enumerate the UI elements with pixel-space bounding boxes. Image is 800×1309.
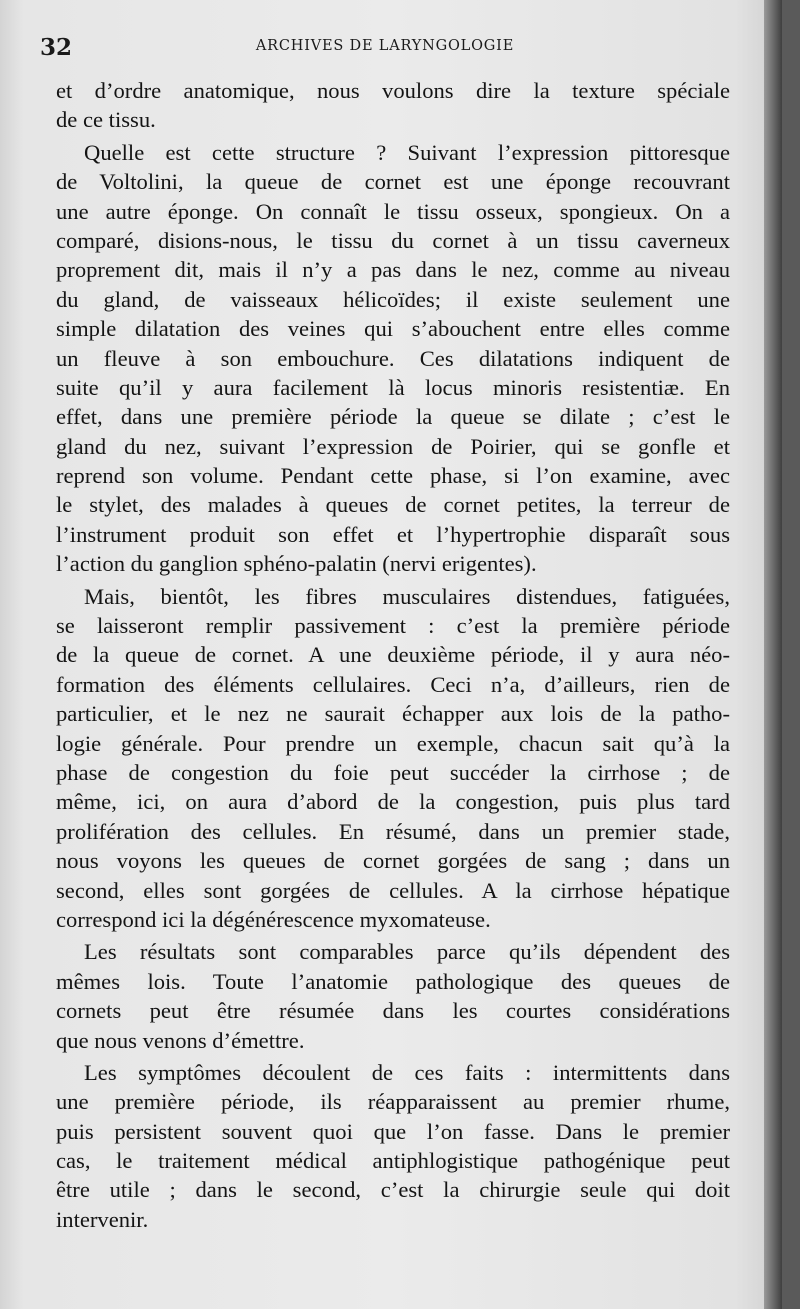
body-text — [56, 76, 730, 1234]
running-title: ARCHIVES DE LARYNGOLOGIE — [255, 38, 515, 54]
text-line: cornets peut être résumée dans les courtes considérations — [56, 998, 730, 1024]
text-line: se laisseront remplir passivement : c’est la première période — [56, 613, 730, 639]
paragraph — [56, 1058, 730, 1234]
text-line: correspond ici la dégénérescence myxomateuse. — [56, 906, 491, 932]
page-edge-shadow — [764, 0, 782, 1309]
text-line: comparé, disions-nous, le tissu du cornet à un tissu caverneux — [56, 227, 730, 253]
text-line: proprement dit, mais il n’y a pas dans le nez, comme au niveau — [56, 257, 730, 283]
text-line: formation des éléments cellulaires. Ceci n’a, d’ailleurs, rien de — [56, 671, 730, 697]
text-line: particulier, et le nez ne saurait échapper aux lois de la patho- — [56, 701, 730, 727]
text-line: l’action du ganglion sphéno-palatin (nervi erigentes). — [56, 551, 537, 577]
text-line: que nous venons d’émettre. — [56, 1027, 305, 1053]
text-line: cas, le traitement médical antiphlogistique pathogénique peut — [56, 1148, 730, 1174]
text-line: une première période, ils réapparaissent au premier rhume, — [56, 1089, 730, 1115]
page-header — [40, 30, 730, 60]
text-line: et d’ordre anatomique, nous voulons dire la texture spéciale — [56, 78, 730, 103]
text-line: le stylet, des malades à queues de cornet petites, la terreur de — [56, 492, 730, 518]
paragraph — [56, 937, 730, 1055]
text-line: de ce tissu. — [56, 107, 156, 133]
text-line: Quelle est cette structure ? Suivant l’expression pittoresque — [84, 139, 730, 165]
page-number: 32 — [40, 34, 73, 61]
text-line: l’instrument produit son effet et l’hypertrophie disparaît sous — [56, 521, 730, 547]
text-line: Les résultats sont comparables parce qu’ils dépendent des — [84, 939, 730, 965]
text-line: de Voltolini, la queue de cornet est une éponge recouvrant — [56, 169, 730, 195]
text-line: une autre éponge. On connaît le tissu osseux, spongieux. On a — [56, 198, 730, 224]
text-line: second, elles sont gorgées de cellules. A la cirrhose hépatique — [56, 877, 730, 903]
text-line: phase de congestion du foie peut succéder la cirrhose ; de — [56, 759, 730, 785]
paragraph — [56, 582, 730, 935]
text-line: logie générale. Pour prendre un exemple, chacun sait qu’à la — [56, 730, 730, 756]
text-line: un fleuve à son embouchure. Ces dilatations indiquent de — [56, 345, 730, 371]
text-line: du gland, de vaisseaux hélicoïdes; il existe seulement une — [56, 286, 730, 312]
text-line: reprend son volume. Pendant cette phase, si l’on examine, avec — [56, 463, 730, 489]
text-line: mêmes lois. Toute l’anatomie pathologique des queues de — [56, 968, 730, 994]
text-line: gland du nez, suivant l’expression de Poirier, qui se gonfle et — [56, 433, 730, 459]
text-line: prolifération des cellules. En résumé, dans un premier stade, — [56, 818, 730, 844]
text-line: suite qu’il y aura facilement là locus minoris resistentiæ. En — [56, 374, 730, 400]
text-line: être utile ; dans le second, c’est la chirurgie seule qui doit — [56, 1177, 730, 1203]
paragraph — [56, 138, 730, 579]
text-line: nous voyons les queues de cornet gorgées de sang ; dans un — [56, 848, 730, 874]
text-line: Les symptômes découlent de ces faits : intermittents dans — [84, 1059, 730, 1085]
text-line: simple dilatation des veines qui s’abouchent entre elles comme — [56, 316, 730, 342]
text-line: même, ici, on aura d’abord de la congestion, puis plus tard — [56, 789, 730, 815]
text-line: puis persistent souvent quoi que l’on fasse. Dans le premier — [56, 1118, 730, 1144]
text-line: de la queue de cornet. A une deuxième période, il y aura néo- — [56, 642, 730, 668]
text-line: Mais, bientôt, les fibres musculaires distendues, fatiguées, — [84, 583, 730, 609]
paragraph — [56, 76, 730, 135]
text-line: intervenir. — [56, 1206, 149, 1232]
text-line: effet, dans une première période la queue se dilate ; c’est le — [56, 404, 730, 430]
